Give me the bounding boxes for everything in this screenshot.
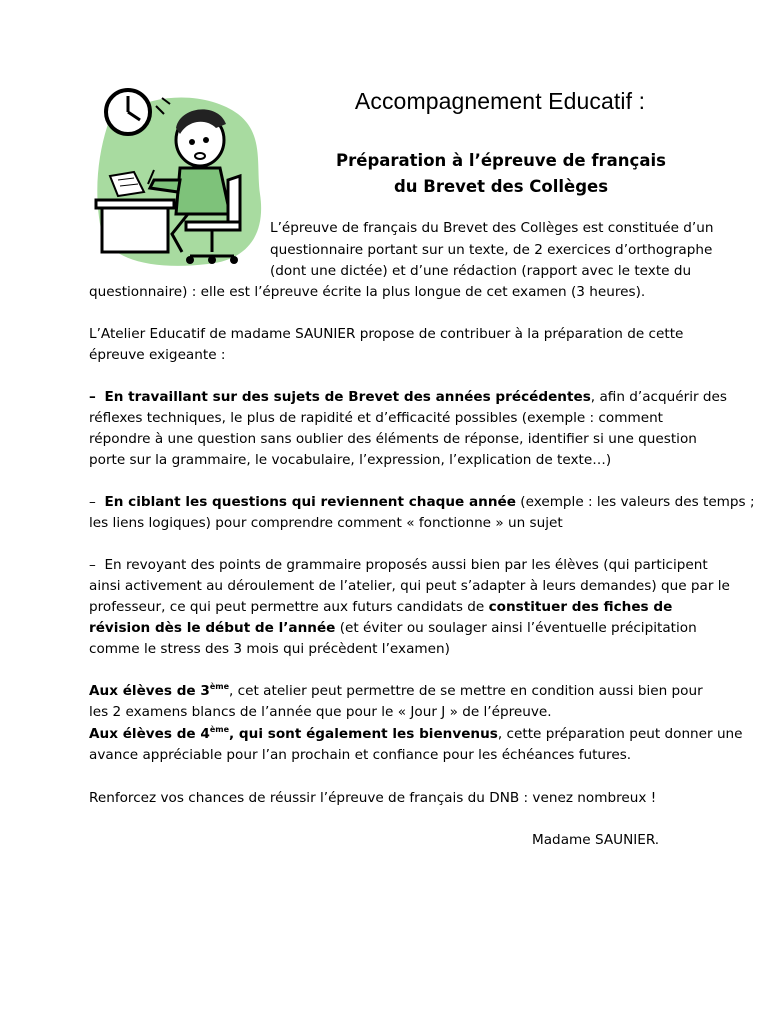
eleves4-bold2: , qui sont également les bienvenus <box>229 726 498 742</box>
subtitle-line-1: Préparation à l’épreuve de français <box>336 151 666 170</box>
point3-line4-rest: (et éviter ou soulager ainsi l’éventuelle précipitation <box>335 620 697 636</box>
eleves3-line-1 <box>89 681 703 702</box>
point1-line1-rest: , afin d’acquérir des <box>590 389 727 405</box>
point1-line-4: porte sur la grammaire, le vocabulaire, l’expression, l’explication de texte…) <box>89 452 612 468</box>
closing-line: Renforcez vos chances de réussir l’épreuve de français du DNB : venez nombreux ! <box>89 790 657 806</box>
subtitle-line-2: du Brevet des Collèges <box>393 177 609 196</box>
atelier-line-1: L’Atelier Educatif de madame SAUNIER propose de contribuer à la préparation de cette <box>89 326 684 342</box>
page-title: Accompagnement Educatif : <box>354 88 646 114</box>
point3-line1-text: En revoyant des points de grammaire proposés aussi bien par les élèves (qui participent <box>104 557 708 573</box>
point2-line-2: les liens logiques) pour comprendre comment « fonctionne » un sujet <box>89 515 563 531</box>
eleves3-sup: ème <box>209 682 230 691</box>
student-clock-clipart <box>88 84 268 270</box>
eleves4-sup: ème <box>209 725 230 734</box>
eleves3-line1-rest: , cet atelier peut permettre de se mettre en condition aussi bien pour <box>229 683 703 699</box>
eleves4-line1-rest: , cette préparation peut donner une <box>497 726 743 742</box>
point2-bullet: – <box>89 494 96 510</box>
point3-bullet: – <box>89 557 96 573</box>
signature: Madame SAUNIER. <box>532 832 660 848</box>
point1-line-2: réflexes techniques, le plus de rapidité et d’efficacité possibles (exemple : comment <box>89 410 664 426</box>
point2-bold: En ciblant les questions qui reviennent chaque année <box>104 494 516 510</box>
point1-line-3: répondre à une question sans oublier des éléments de réponse, identifier si une question <box>89 431 697 447</box>
subtitle <box>296 148 706 200</box>
point3-line-3 <box>89 597 672 618</box>
intro-line-3: (dont une dictée) et d’une rédaction (rapport avec le texte du <box>270 263 692 279</box>
intro-line-4: questionnaire) : elle est l’épreuve écrite la plus longue de cet examen (3 heures). <box>89 284 646 300</box>
point1-line-1 <box>89 387 727 408</box>
point2-line-1 <box>89 492 755 513</box>
eleves4-line-1 <box>89 724 743 745</box>
eleves3-line-2: les 2 examens blancs de l’année que pour le « Jour J » de l’épreuve. <box>89 704 552 720</box>
point3-line-1 <box>89 555 708 576</box>
intro-line-2: questionnaire portant sur un texte, de 2 exercices d’orthographe <box>270 242 713 258</box>
intro-line-1: L’épreuve de français du Brevet des Collèges est constituée d’un <box>270 220 714 236</box>
point3-line-2: ainsi activement au déroulement de l’atelier, qui peut s’adapter à leurs demandes) que par le <box>89 578 730 594</box>
point3-line3-start: professeur, ce qui peut permettre aux futurs candidats de <box>89 599 489 615</box>
eleves4-line-2: avance appréciable pour l’an prochain et confiance pour les échéances futures. <box>89 747 632 763</box>
point2-line1-rest: (exemple : les valeurs des temps ; <box>515 494 755 510</box>
point1-bold: En travaillant sur des sujets de Brevet des années précédentes <box>104 389 591 405</box>
atelier-line-2: épreuve exigeante : <box>89 347 226 363</box>
point3-line3-bold: constituer des fiches de <box>488 599 673 615</box>
point1-bullet: – <box>89 389 96 405</box>
eleves4-bold: Aux élèves de 4 <box>89 726 210 742</box>
eleves3-bold: Aux élèves de 3 <box>89 683 210 699</box>
point3-line-5: comme le stress des 3 mois qui précèdent l’examen) <box>89 641 450 657</box>
point3-line4-bold: révision dès le début de l’année <box>89 620 336 636</box>
point3-line-4 <box>89 618 697 639</box>
